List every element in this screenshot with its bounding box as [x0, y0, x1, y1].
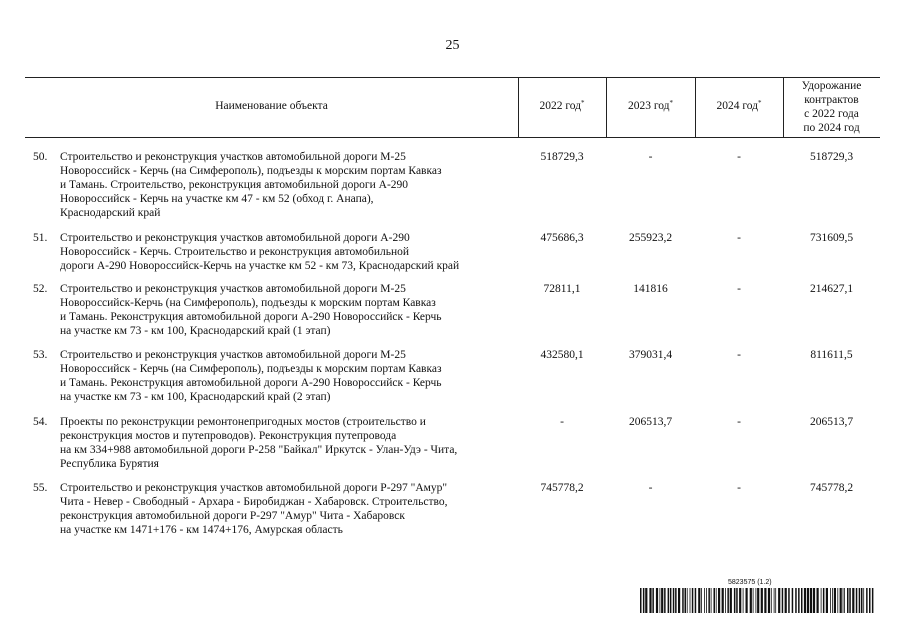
barcode-bar — [771, 588, 772, 613]
barcode-bar — [695, 588, 697, 613]
object-name — [60, 231, 530, 273]
footnote-mark: * — [581, 99, 585, 107]
value-2023: - — [648, 482, 653, 494]
page-number: 25 — [445, 38, 460, 53]
value-2023: 141816 — [633, 283, 668, 295]
barcode-bar — [774, 588, 775, 613]
barcode-bar — [714, 588, 716, 613]
value-2023: 379031,4 — [628, 349, 673, 361]
barcode-bar — [645, 588, 647, 613]
barcode-bar — [849, 588, 851, 613]
value-increase: 206513,7 — [809, 416, 854, 428]
value-2022: 72811,1 — [543, 283, 581, 295]
barcode-bar — [761, 588, 763, 613]
header-increase-line: Удорожание — [801, 80, 862, 92]
header-2022 — [518, 99, 606, 113]
barcode-bar — [795, 588, 797, 613]
value-increase: 731609,5 — [809, 232, 854, 244]
object-name — [60, 415, 520, 471]
barcode-bar — [660, 588, 661, 613]
value-2024: - — [737, 283, 741, 295]
barcode-bar — [727, 588, 729, 613]
value-2022: 745778,2 — [540, 482, 584, 494]
header-name — [25, 99, 518, 113]
barcode-bar — [810, 588, 812, 613]
barcode-bar — [843, 588, 844, 613]
barcode-bar — [675, 588, 677, 613]
header-increase-line: контрактов — [804, 94, 859, 106]
object-name-line: на участке км 73 - км 100, Краснодарский край (2 этап) — [60, 391, 331, 403]
barcode-bar — [830, 588, 831, 613]
barcode-bar — [785, 588, 787, 613]
row-number: 54. — [33, 416, 48, 428]
value-2024: - — [737, 151, 741, 163]
barcode-bar — [718, 588, 720, 613]
object-name — [60, 348, 520, 404]
barcode-bar — [711, 588, 712, 613]
barcode-bar — [757, 588, 759, 613]
barcode-bar — [840, 588, 842, 613]
barcode-bar — [730, 588, 732, 613]
table-header-rule — [25, 137, 880, 138]
object-name-line: Строительство и реконструкция участков автомобильной дороги М-25 — [60, 283, 406, 295]
barcode-bar — [687, 588, 688, 613]
value-2022: - — [560, 416, 564, 428]
barcode-bar — [743, 588, 744, 613]
barcode-bar — [764, 588, 766, 613]
object-name-line: Проекты по реконструкции ремонтонепригодных мостов (строительство и — [60, 416, 426, 428]
row-number: 52. — [33, 283, 48, 295]
barcode-bar — [664, 588, 666, 613]
header-2024-label: 2024 год — [716, 100, 759, 112]
value-2024: - — [737, 232, 741, 244]
barcode-bar — [775, 588, 776, 613]
value-2023: 255923,2 — [628, 232, 673, 244]
barcode-bar — [807, 588, 809, 613]
barcode-bar — [768, 588, 770, 613]
barcode-bar — [652, 588, 654, 613]
barcode-bar — [643, 588, 645, 613]
table-top-rule — [25, 77, 880, 78]
barcode-bar — [813, 588, 815, 613]
barcode-bar — [698, 588, 700, 613]
barcode-bar — [834, 588, 836, 613]
object-name-line: Строительство и реконструкция участков автомобильной дороги Р-297 "Амур" — [60, 482, 448, 494]
value-increase: 745778,2 — [809, 482, 854, 494]
barcode-bar — [804, 588, 806, 613]
object-name — [60, 481, 520, 537]
row-number: 50. — [33, 151, 48, 163]
header-increase-line: с 2022 года — [804, 108, 859, 120]
object-name-line: Новороссийск - Керчь (на Симферополь), подъезды к морским портам Кавказ — [60, 165, 442, 177]
barcode-label: 5823575 (1.2) — [728, 579, 772, 586]
row-number: 53. — [33, 349, 48, 361]
barcode-bar — [792, 588, 794, 613]
barcode-bar — [673, 588, 675, 613]
document-barcode — [640, 579, 875, 613]
barcode-bar — [640, 588, 642, 613]
barcode-bar — [682, 588, 684, 613]
value-increase: 518729,3 — [809, 151, 854, 163]
footnote-mark: * — [669, 99, 674, 107]
barcode-bar — [756, 588, 757, 613]
value-2022: 475686,3 — [540, 232, 584, 244]
barcode-bar — [739, 588, 741, 613]
barcode-icon — [640, 588, 875, 613]
barcode-bar — [872, 588, 874, 613]
barcode-bar — [690, 588, 691, 613]
header-increase — [783, 79, 880, 135]
object-name-line: Новороссийск - Керчь на участке км 47 - км 52 (обход г. Анапа), — [60, 193, 374, 205]
barcode-bar — [706, 588, 707, 613]
object-name-line: и Тамань. Реконструкция автомобильной дороги А-290 Новороссийск - Керчь — [60, 311, 442, 323]
object-name-line: дороги А-290 Новороссийск-Керчь на участке км 52 - км 73, Краснодарский край — [60, 260, 460, 272]
barcode-bar — [823, 588, 825, 613]
value-2023: - — [648, 151, 653, 163]
barcode-bar — [746, 588, 748, 613]
barcode-bar — [725, 588, 726, 613]
row-number: 55. — [33, 482, 48, 494]
value-2022: 518729,3 — [540, 151, 584, 163]
barcode-bar — [832, 588, 833, 613]
object-name-line: и Тамань. Реконструкция автомобильной дороги А-290 Новороссийск - Керчь — [60, 377, 442, 389]
barcode-bar — [668, 588, 670, 613]
barcode-bar — [801, 588, 803, 613]
barcode-bar — [716, 588, 717, 613]
value-2022: 432580,1 — [540, 349, 584, 361]
object-name-line: на участке км 1471+176 - км 1474+176, Амурская область — [60, 524, 343, 536]
barcode-bar — [847, 588, 849, 613]
object-name-line: реконструкция мостов и путепроводов). Реконструкция путепровода — [60, 430, 397, 442]
row-number: 51. — [33, 232, 48, 244]
barcode-bar — [701, 588, 702, 613]
header-2023-label: 2023 год — [627, 100, 670, 112]
object-name-line: на км 334+988 автомобильной дороги Р-258 "Байкал" Иркутск - Улан-Удэ - Чита, — [60, 444, 458, 456]
object-name-line: на участке км 73 - км 100, Краснодарский край (1 этап) — [60, 325, 331, 337]
footnote-mark: * — [758, 99, 762, 107]
object-name — [60, 150, 520, 220]
barcode-bar — [844, 588, 845, 613]
barcode-bar — [856, 588, 858, 613]
header-increase-line: по 2024 год — [803, 122, 860, 134]
barcode-bar — [753, 588, 754, 613]
object-name-line: Чита - Невер - Свободный - Архара - Биробиджан - Хабаровск. Строительство, — [60, 496, 448, 508]
barcode-bar — [778, 588, 780, 613]
object-name-line: Строительство и реконструкция участков автомобильной дороги М-25 — [60, 349, 406, 361]
barcode-bar — [821, 588, 822, 613]
barcode-bar — [861, 588, 863, 613]
barcode-bar — [852, 588, 854, 613]
barcode-bar — [661, 588, 663, 613]
value-2023: 206513,7 — [628, 416, 673, 428]
object-name — [60, 282, 520, 338]
object-name-line: Республика Бурятия — [60, 458, 159, 470]
value-2024: - — [737, 416, 741, 428]
object-name-line: реконструкция автомобильной дороги Р-297 "Амур" Чита - Хабаровск — [60, 510, 405, 522]
barcode-bar — [722, 588, 724, 613]
object-name-line: Строительство и реконструкция участков автомобильной дороги М-25 — [60, 151, 406, 163]
object-name-line: Новороссийск - Керчь. Строительство и реконструкция автомобильной — [60, 246, 410, 258]
barcode-bar — [692, 588, 694, 613]
value-increase: 214627,1 — [809, 283, 854, 295]
barcode-bar — [670, 588, 672, 613]
barcode-bar — [817, 588, 819, 613]
barcode-bar — [782, 588, 784, 613]
barcode-bar — [678, 588, 680, 613]
barcode-bar — [788, 588, 790, 613]
barcode-bar — [869, 588, 871, 613]
barcode-bar — [750, 588, 752, 613]
object-name-line: Краснодарский край — [60, 207, 161, 219]
header-name-label: Наименование объекта — [215, 100, 328, 112]
object-name-line: и Тамань. Строительство, реконструкция автомобильной дороги А-290 — [60, 179, 409, 191]
barcode-bar — [708, 588, 710, 613]
object-name-line: Строительство и реконструкция участков автомобильной дороги А-290 — [60, 232, 410, 244]
barcode-bar — [656, 588, 658, 613]
header-2023 — [606, 99, 695, 113]
barcode-bar — [734, 588, 736, 613]
barcode-bar — [736, 588, 738, 613]
barcode-bar — [837, 588, 838, 613]
barcode-bar — [866, 588, 868, 613]
value-2024: - — [737, 349, 741, 361]
header-2024 — [695, 99, 783, 113]
object-name-line: Новороссийск - Керчь (на Симферополь), подъезды к морским портам Кавказ — [60, 363, 442, 375]
barcode-bar — [649, 588, 651, 613]
value-increase: 811611,5 — [810, 349, 853, 361]
header-2022-label: 2022 год — [539, 100, 582, 112]
barcode-bar — [863, 588, 864, 613]
object-name-line: Новороссийск-Керчь (на Симферополь), подъезды к морским портам Кавказ — [60, 297, 436, 309]
value-2024: - — [737, 482, 741, 494]
barcode-bar — [859, 588, 861, 613]
barcode-bar — [826, 588, 828, 613]
barcode-bar — [685, 588, 687, 613]
barcode-bar — [798, 588, 800, 613]
barcode-bar — [704, 588, 705, 613]
